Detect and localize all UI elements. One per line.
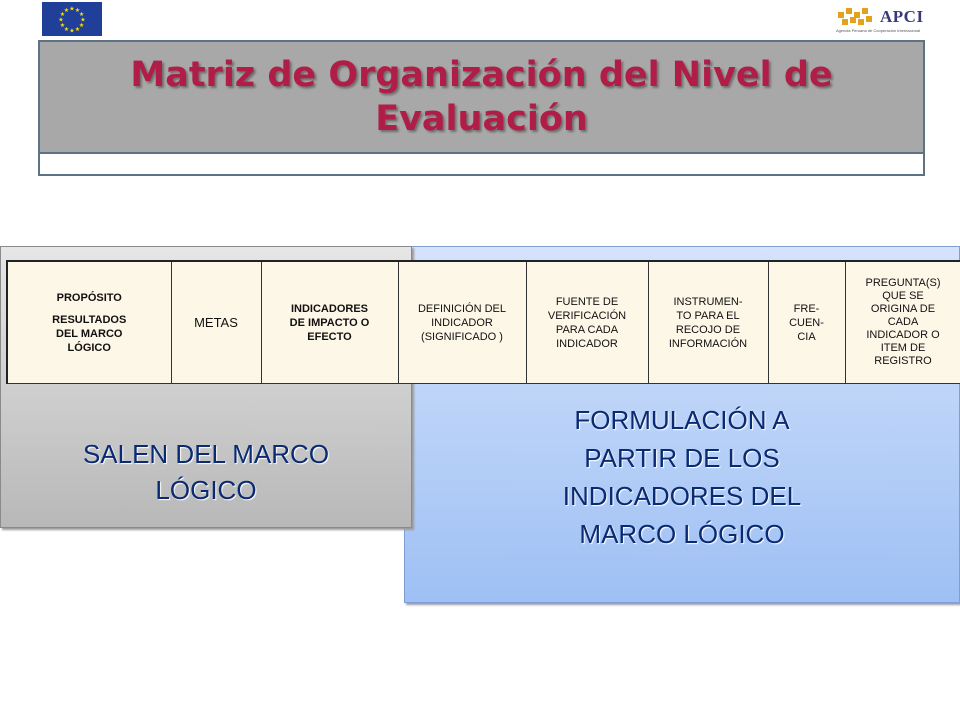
- column-header-pregunta: [845, 261, 960, 384]
- header-line: LÓGICO: [67, 341, 111, 354]
- eu-star-icon: ★: [80, 17, 86, 24]
- header-line: (SIGNIFICADO ): [421, 330, 503, 343]
- column-header-instrumento: [648, 261, 768, 384]
- header-line: PREGUNTA(S): [865, 277, 941, 289]
- eu-flag-icon: [42, 2, 102, 36]
- header-line: FUENTE DE: [555, 295, 619, 308]
- title-box: [38, 40, 925, 176]
- header-line: VERIFICACIÓN: [547, 309, 627, 322]
- header-line: TO PARA EL: [676, 309, 740, 322]
- column-header-frecuencia: [768, 261, 845, 384]
- eu-star-icon: ★: [59, 12, 66, 18]
- header-line: ITEM DE: [880, 342, 926, 354]
- column-header-proposito: [7, 261, 171, 384]
- header-line: PARA CADA: [555, 323, 619, 336]
- header-line: INFORMACIÓN: [668, 337, 748, 350]
- header-line: DEL MARCO: [56, 327, 123, 340]
- header-line: RESULTADOS: [52, 313, 127, 326]
- table-header-row: [7, 261, 960, 384]
- eu-star-icon: ★: [74, 7, 81, 14]
- eu-star-icon: ★: [63, 27, 70, 34]
- header-line: INDICADOR O: [866, 329, 940, 341]
- eu-star-icon: ★: [69, 28, 75, 35]
- page-title: [130, 53, 832, 141]
- header-line: INDICADORES: [290, 302, 368, 315]
- eu-star-icon: ★: [74, 27, 81, 34]
- header-line: INDICADOR: [556, 337, 618, 350]
- formulation-label-line: FORMULACIÓN A: [574, 405, 790, 435]
- header-line: RECOJO DE: [675, 323, 741, 336]
- header-line: ORIGINA DE: [870, 303, 936, 315]
- apci-subtitle: Agencia Peruana de Cooperación Internacional: [836, 28, 921, 33]
- column-header-indicadores: [261, 261, 398, 384]
- logical-framework-label-line: SALEN DEL MARCO: [82, 439, 330, 469]
- header-line: EFECTO: [307, 330, 352, 343]
- header-line: INDICADOR: [431, 316, 493, 329]
- title-line-1: Matriz de Organización del Nivel de: [130, 55, 833, 95]
- column-header-definicion: [398, 261, 526, 384]
- header-line: QUE SE: [882, 290, 924, 302]
- eu-star-icon: ★: [59, 23, 66, 29]
- header-line: INSTRUMEN-: [673, 295, 743, 308]
- column-header-metas: [171, 261, 261, 384]
- formulation-label: [404, 401, 960, 553]
- eu-star-icon: ★: [63, 7, 70, 14]
- eu-star-icon: ★: [78, 12, 85, 18]
- header-line: CADA: [887, 316, 919, 328]
- eu-star-icon: ★: [58, 17, 64, 24]
- apci-logo: [836, 4, 932, 38]
- header-line: METAS: [194, 314, 238, 330]
- evaluation-matrix-table: [6, 260, 960, 384]
- title-band: [40, 42, 923, 154]
- title-line-2: Evaluación: [375, 99, 588, 139]
- logical-framework-label: [0, 436, 412, 508]
- header-line: REGISTRO: [874, 355, 932, 367]
- logical-framework-label-line: LÓGICO: [155, 475, 257, 505]
- eu-star-icon: ★: [78, 23, 85, 29]
- header-line: CIA: [797, 330, 816, 343]
- formulation-label-line: PARTIR DE LOS: [584, 443, 780, 473]
- header-line: CUEN-: [789, 316, 824, 329]
- column-header-fuente: [526, 261, 648, 384]
- eu-star-icon: ★: [69, 6, 75, 13]
- header-line: FRE-: [793, 302, 820, 315]
- header-line: DE IMPACTO O: [289, 316, 370, 329]
- formulation-label-line: INDICADORES DEL: [562, 481, 802, 511]
- apci-name: APCI: [880, 7, 924, 26]
- formulation-label-line: MARCO LÓGICO: [579, 519, 785, 549]
- apci-mark-icon: [836, 4, 876, 28]
- header-line: PROPÓSITO: [56, 291, 122, 304]
- header-line: DEFINICIÓN DEL: [417, 302, 506, 315]
